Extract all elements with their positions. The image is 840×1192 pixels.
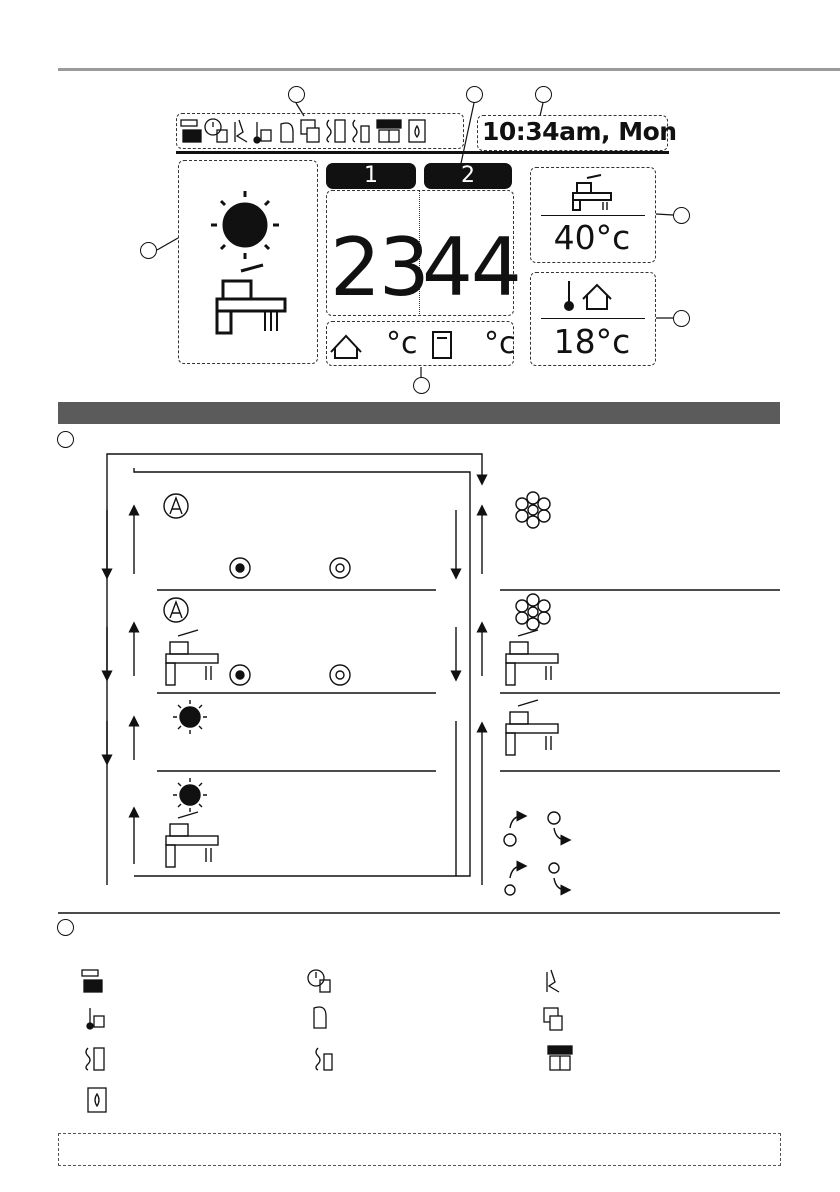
note-box xyxy=(58,1133,781,1166)
weekly-timer-icon xyxy=(205,119,227,142)
anti-freeze-icon xyxy=(353,120,369,142)
status-icon-strip xyxy=(176,113,464,149)
status-icons-svg xyxy=(177,114,463,148)
dhw-tap-icon xyxy=(166,812,218,867)
callout-icons-section xyxy=(57,919,74,936)
header-rule xyxy=(176,151,669,154)
solar-icon xyxy=(377,120,401,142)
dhw-tap-icon xyxy=(506,700,558,755)
auto-mode-icon xyxy=(164,598,188,622)
section-bar xyxy=(58,402,780,424)
zone2-temp: 44 xyxy=(422,221,520,314)
legend-hand-icon xyxy=(314,1007,326,1028)
dhw-rule xyxy=(541,215,645,216)
sun-icon xyxy=(211,191,279,259)
cool-mode-icon xyxy=(516,492,550,528)
legend-weekly-timer-icon xyxy=(308,970,330,992)
icon-legend xyxy=(0,960,840,1130)
auto-mode-icon xyxy=(164,494,188,518)
mode-display-icons xyxy=(179,161,317,361)
remote-controller-icon xyxy=(433,332,451,358)
boiler-icon xyxy=(409,120,425,142)
dhw-tap-icon xyxy=(506,630,558,685)
swap-icon xyxy=(504,812,566,846)
clock-time: 10:34am, Mon xyxy=(482,117,677,146)
legend-heater-strip-icon xyxy=(86,1048,104,1070)
sensor1-unit: °c xyxy=(386,326,418,361)
heater-strip-icon xyxy=(327,120,345,142)
zone1-temp: 23 xyxy=(330,221,428,314)
legend-boiler-icon xyxy=(88,1088,106,1112)
heater-icon xyxy=(181,120,201,142)
heat-mode-icon xyxy=(173,700,207,734)
cool-mode-icon xyxy=(516,594,550,630)
heat-mode-icon xyxy=(173,778,207,812)
room-rule xyxy=(541,318,645,319)
dhw-tap-icon xyxy=(166,630,218,685)
legend-solar-icon xyxy=(548,1046,572,1070)
sensor2-unit: °c xyxy=(484,326,516,361)
tap-icon xyxy=(217,265,285,333)
dhw-tap-icon xyxy=(531,168,655,212)
home-icon xyxy=(583,285,611,309)
room-temp: 18°c xyxy=(553,322,631,361)
legend-defrost-icon xyxy=(547,970,559,992)
mode-cycle-diagram xyxy=(0,424,840,914)
thermostat-icon xyxy=(254,122,271,143)
house-icon xyxy=(331,336,361,358)
room-icons xyxy=(531,273,655,317)
defrost-icon xyxy=(235,120,247,142)
remote-icon xyxy=(301,120,319,142)
dhw-temp: 40°c xyxy=(553,218,631,257)
swap-icon xyxy=(505,863,566,895)
zone2-label: 2 xyxy=(424,163,512,189)
legend-anti-freeze-icon xyxy=(316,1048,332,1070)
legend-thermostat-icon xyxy=(87,1008,104,1029)
hand-icon xyxy=(281,123,293,142)
mode-display xyxy=(178,160,318,364)
zone1-label: 1 xyxy=(326,163,416,189)
legend-heater-icon xyxy=(82,970,102,992)
legend-remote-icon xyxy=(544,1008,562,1030)
